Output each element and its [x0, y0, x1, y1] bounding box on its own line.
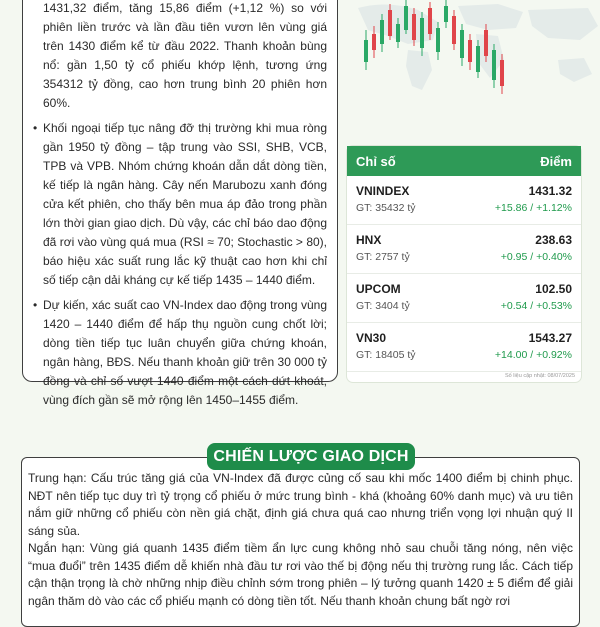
index-row-hnx: [347, 225, 581, 274]
candle-body: [412, 14, 416, 40]
index-volume: GT: 35432 tỷ: [356, 202, 416, 214]
strategy-title-banner: CHIẾN LƯỢC GIAO DỊCH: [207, 443, 415, 470]
index-value: 1431.32: [528, 184, 572, 198]
update-footnote: Số liệu cập nhật: 08/07/2025: [504, 373, 575, 379]
index-value: 1543.27: [528, 331, 572, 345]
candle-body: [388, 10, 392, 36]
candle-body: [380, 20, 384, 44]
strategy-short-term: Ngắn hạn: Vùng giá quanh 1435 điểm tiềm ẩn lực cung không nhỏ sau chuỗi tăng nóng, nên việc “mua đuổi” trên 1435 điểm dễ khiến nhà đầu tư rơi vào thế bị động nếu thị trường rung lắc. Cách tiếp cận thận trọng là chờ những nhịp điều chỉnh sớm trong phiên – lý tưởng quanh 1420 ± 5 điểm để giải ngân thăm dò vào các cổ phiếu mạnh có dòng tiền tốt. Nếu thanh khoản chung bất ngờ rơi: [28, 541, 573, 608]
index-volume: GT: 2757 tỷ: [356, 251, 410, 263]
candle-body: [420, 18, 424, 48]
index-volume: GT: 18405 tỷ: [356, 349, 416, 361]
candle-body: [460, 30, 464, 58]
candle-body: [396, 24, 400, 42]
index-row-vn30: [347, 323, 581, 372]
candle-body: [492, 50, 496, 80]
index-value: 102.50: [535, 282, 572, 296]
header-index-label: Chỉ số: [356, 153, 396, 169]
index-row-upcom: [347, 274, 581, 323]
candle-body: [404, 6, 408, 30]
candle-body: [428, 8, 432, 34]
candle-body: [500, 60, 504, 86]
candlestick-map-decoration: [348, 0, 600, 100]
candle-body: [468, 40, 472, 62]
candle-body: [444, 6, 448, 22]
index-table-header: [347, 146, 581, 176]
bullet-foreign-flow: • Khối ngoại tiếp tục nâng đỡ thị trường khi mua ròng gần 1950 tỷ đồng – tập trung vào SSI, SHB, VCB, TPB và VPB. Nhóm chứng khoán dẫn dắt dòng tiền, kế tiếp là ngân hàng. Cây nến Marubozu xanh đóng cửa kết phiên, cho thấy bên mua áp đảo trong phần lớn thời gian giao dịch. Dù vậy, các chỉ báo dao động đã rơi vào vùng quá mua (RSI ≈ 70; Stochastic > 80), báo hiệu xác suất rung lắc kỹ thuật cao hơn khi chỉ số tiếp cận dải kháng cự kế tiếp 1435 – 1440 điểm.: [33, 119, 327, 290]
market-summary-text: 1431,32 điểm, tăng 15,86 điểm (+1,12 %) so với phiên liền trước và lần đầu tiên vươn lên vùng giá trên 1430 điểm kể từ đầu 2022. Thanh khoản bùng nổ: gần 1,50 tỷ cổ phiếu khớp lệnh, tương ứng 354312 tỷ đồng, cao hơn trung bình 20 phiên hơn 60%.: [43, 1, 327, 110]
index-name: VNINDEX: [356, 184, 410, 198]
bullet-forecast: • Dự kiến, xác suất cao VN-Index dao động trong vùng 1420 – 1440 điểm để hấp thụ nguồn cung chốt lời; dòng tiền tiếp tục luân chuyển giữa chứng khoán, ngân hàng, BĐS. Nếu thanh khoản giữ trên 30 000 tỷ đồng và chỉ số vượt 1440 điểm một cách dứt khoát, vùng đích gần sẽ mở rộng lên 1450–1455 điểm.: [33, 296, 327, 410]
index-row-vnindex: [347, 176, 581, 225]
candle-body: [436, 28, 440, 52]
index-name: VN30: [356, 331, 387, 345]
index-value: 238.63: [535, 233, 572, 247]
index-change: +0.95 / +0.40%: [500, 251, 572, 263]
index-change: +0.54 / +0.53%: [500, 300, 572, 312]
candle-body: [484, 30, 488, 56]
index-change: +15.86 / +1.12%: [494, 202, 572, 214]
index-name: HNX: [356, 233, 382, 247]
candle-body: [372, 34, 376, 50]
commentary-bullets: [33, 119, 327, 410]
strategy-medium-term: Trung hạn: Cấu trúc tăng giá của VN-Index đã được củng cố sau khi mốc 1400 điểm bị chinh phục. NĐT nên tiếp tục duy trì tỷ trọng cổ phiếu ở mức trung bình - khá (khoảng 60% danh mục) và ưu tiên nắm giữ những cổ phiếu còn nền giá chặt, định giá chưa quá cao nhưng triển vọng lợi nhuận quý II sáng sủa.: [28, 471, 573, 538]
candle-body: [476, 46, 480, 72]
index-name: UPCOM: [356, 282, 401, 296]
trading-strategy-box: [21, 457, 580, 627]
header-points-label: Điểm: [540, 153, 572, 169]
candle-body: [364, 40, 368, 62]
index-change: +14.00 / +0.92%: [494, 349, 572, 361]
market-commentary-card: [22, 0, 338, 407]
index-volume: GT: 3404 tỷ: [356, 300, 410, 312]
index-table: [347, 146, 581, 382]
candle-body: [452, 16, 456, 44]
